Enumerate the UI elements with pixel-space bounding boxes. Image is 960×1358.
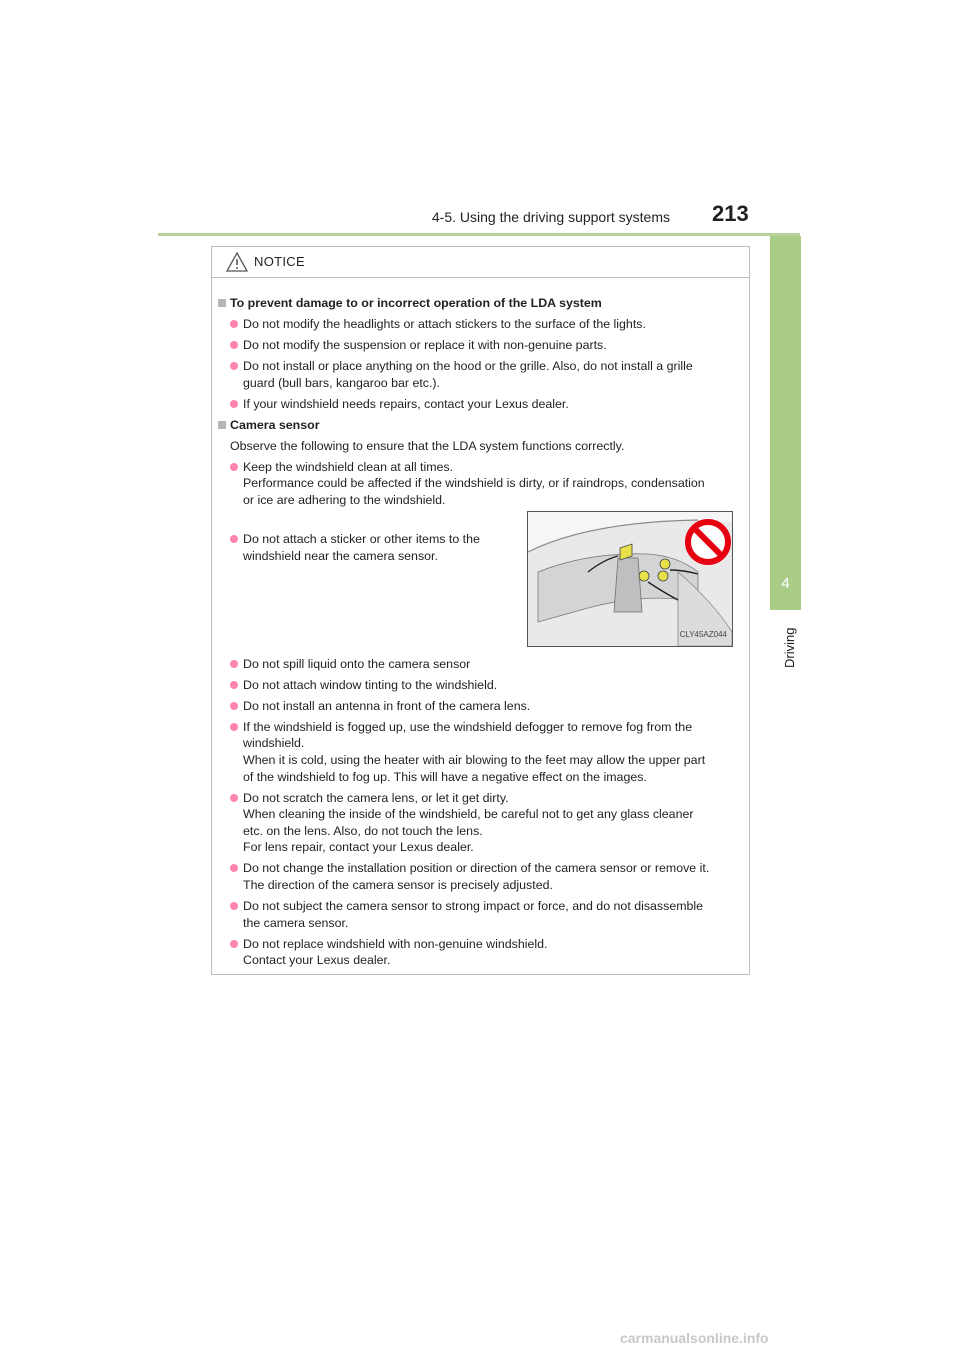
chapter-number: 4 — [781, 575, 790, 592]
bullet-line: When it is cold, using the heater with air blowing to the feet may allow the upper part — [243, 753, 706, 768]
list-item — [218, 698, 748, 715]
bullet-line: Do not attach window tinting to the windshield. — [243, 677, 498, 692]
camera-bullet-list — [218, 656, 748, 969]
list-item — [218, 337, 748, 354]
list-item — [218, 531, 515, 564]
bullet-dot-icon — [230, 660, 238, 668]
header-rule — [158, 233, 800, 236]
list-item — [218, 790, 748, 856]
bullet-dot-icon — [230, 681, 238, 689]
bullet-line: The direction of the camera sensor is precisely adjusted. — [243, 877, 553, 892]
bullet-dot-icon — [230, 341, 238, 349]
bullet-line: Do not install an antenna in front of the camera lens. — [243, 698, 531, 713]
bullet-dot-icon — [230, 320, 238, 328]
list-item — [218, 316, 748, 333]
bullet-dot-icon — [230, 362, 238, 370]
bullet-line: etc. on the lens. Also, do not touch the lens. — [243, 823, 483, 838]
prohibited-icon — [688, 522, 728, 562]
list-item — [218, 719, 748, 785]
warning-triangle-icon — [226, 252, 248, 272]
bullet-line: Do not spill liquid onto the camera sensor — [243, 656, 471, 671]
sticker-illustration-row — [218, 511, 748, 651]
notice-content — [218, 290, 748, 969]
bullet-dot-icon — [230, 940, 238, 948]
notice-label: NOTICE — [254, 254, 305, 269]
section-title: 4-5. Using the driving support systems — [431, 209, 670, 225]
bullet-line: Do not modify the suspension or replace it with non-genuine parts. — [243, 337, 607, 352]
bullet-line: Do not change the installation position or direction of the camera sensor or remove it. — [243, 861, 710, 876]
bullet-line: Do not replace windshield with non-genuine windshield. — [243, 936, 548, 951]
list-item — [218, 860, 748, 893]
lda-bullet-list — [218, 316, 748, 412]
bullet-line: Do not attach a sticker or other items to the — [243, 532, 480, 547]
bullet-line: Do not scratch the camera lens, or let it get dirty. — [243, 790, 509, 805]
list-item — [218, 656, 748, 673]
page-number: 213 — [712, 201, 749, 226]
bullet-dot-icon — [230, 864, 238, 872]
bullet-line: or ice are adhering to the windshield. — [243, 492, 446, 507]
bullet-line: For lens repair, contact your Lexus dealer. — [243, 840, 474, 855]
bullet-line: Performance could be affected if the windshield is dirty, or if raindrops, condensation — [243, 476, 705, 491]
chapter-label: Driving — [782, 627, 797, 668]
bullet-line: When cleaning the inside of the windshield, be careful not to get any glass cleaner — [243, 807, 694, 822]
illustration-code: CLY45AZ044 — [679, 629, 727, 639]
watermark: carmanualsonline.info — [620, 1330, 769, 1346]
bullet-dot-icon — [230, 902, 238, 910]
notice-header — [212, 247, 749, 278]
chapter-tab[interactable] — [770, 236, 801, 610]
list-item — [218, 936, 748, 969]
bullet-line: Do not modify the headlights or attach stickers to the surface of the lights. — [243, 316, 646, 331]
bullet-dot-icon — [230, 723, 238, 731]
list-item — [218, 459, 748, 509]
bullet-line: windshield. — [243, 736, 305, 751]
bullet-line: Do not subject the camera sensor to strong impact or force, and do not disassemble — [243, 898, 704, 913]
windshield-camera-illustration — [527, 511, 733, 647]
bullet-line: of the windshield to fog up. This will have a negative effect on the images. — [243, 769, 647, 784]
list-item — [218, 358, 748, 391]
bullet-dot-icon — [230, 463, 238, 471]
bullet-line: guard (bull bars, kangaroo bar etc.). — [243, 375, 440, 390]
bullet-dot-icon — [230, 702, 238, 710]
bullet-line: windshield near the camera sensor. — [243, 549, 438, 564]
section-heading-camera: Camera sensor — [218, 417, 748, 434]
list-item — [218, 898, 748, 931]
bullet-line: the camera sensor. — [243, 915, 349, 930]
list-item — [218, 396, 748, 413]
bullet-dot-icon — [230, 535, 238, 543]
bullet-line: If the windshield is fogged up, use the windshield defogger to remove fog from the — [243, 719, 693, 734]
camera-intro: Observe the following to ensure that the LDA system functions correctly. — [230, 438, 625, 453]
list-item — [218, 677, 748, 694]
bullet-dot-icon — [230, 400, 238, 408]
bullet-line: Keep the windshield clean at all times. — [243, 459, 454, 474]
bullet-line: Contact your Lexus dealer. — [243, 953, 391, 968]
bullet-dot-icon — [230, 794, 238, 802]
section-heading-lda: To prevent damage to or incorrect operation of the LDA system — [218, 295, 748, 312]
bullet-line: If your windshield needs repairs, contact your Lexus dealer. — [243, 396, 569, 411]
bullet-line: Do not install or place anything on the hood or the grille. Also, do not install a grille — [243, 358, 693, 373]
